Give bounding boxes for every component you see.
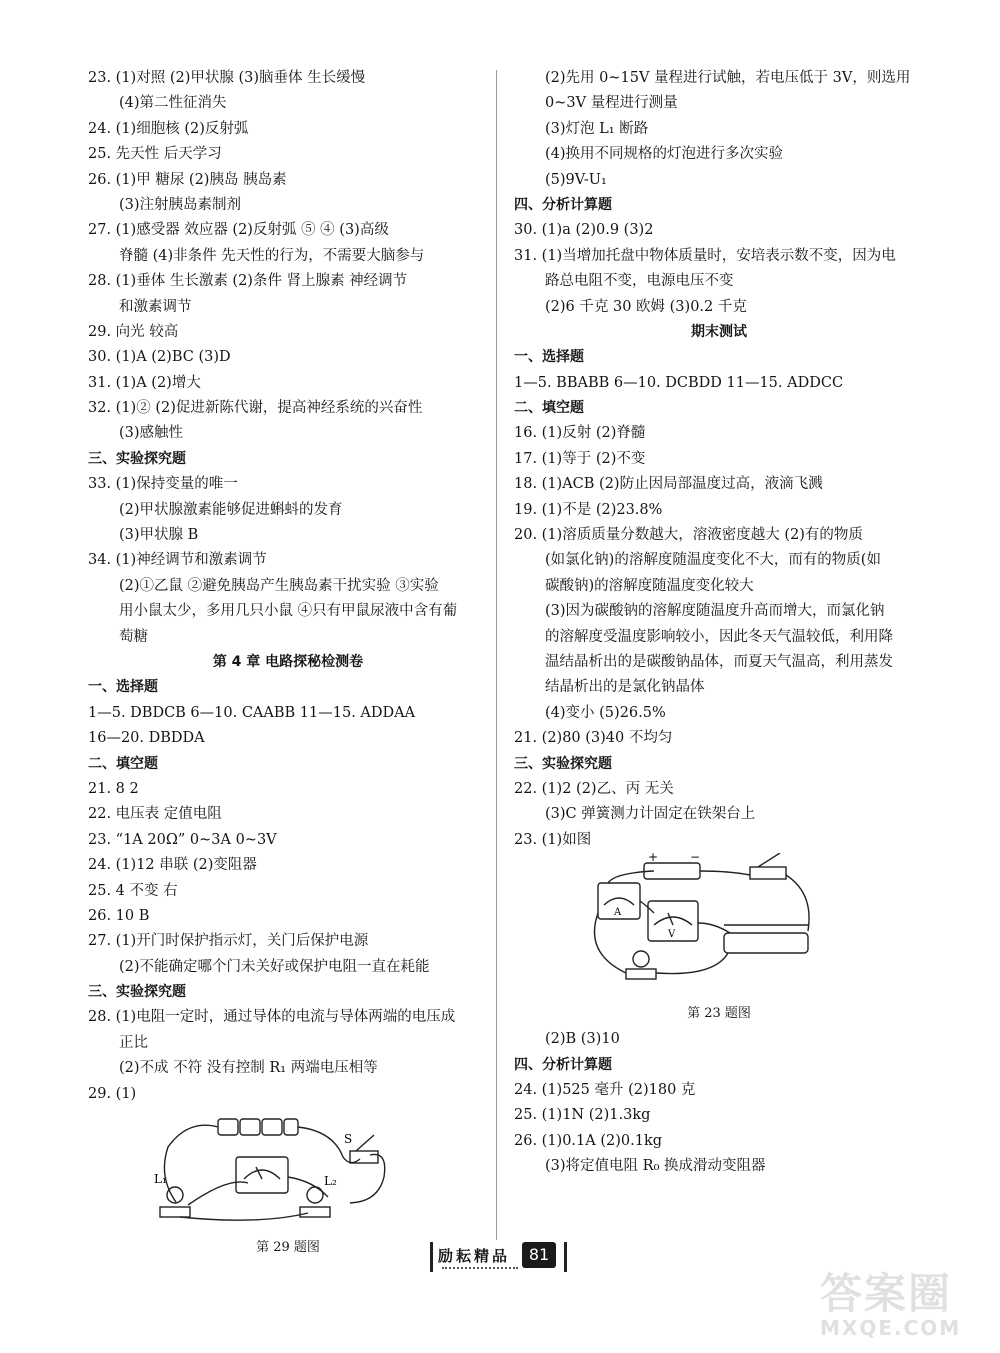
answer-line: (2)6 千克 30 欧姆 (3)0.2 千克 [545,298,747,315]
answer-line: 28. (1)垂体 生长激素 (2)条件 肾上腺素 神经调节 [88,273,408,290]
left-column [88,66,488,1261]
figure-23 [514,853,924,1027]
section-heading: 四、分析计算题 [514,196,612,213]
section-heading: 二、填空题 [514,400,584,417]
answer-line: 30. (1)a (2)0.9 (3)2 [514,222,654,239]
left-answer-lines [88,66,488,1107]
section-heading: 三、实验探究题 [88,984,186,1001]
answer-line: (2)不成 不符 没有控制 R₁ 两端电压相等 [119,1060,378,1077]
answer-line: 31. (1)A (2)增大 [88,374,201,391]
footer-left-bar [430,1242,433,1272]
label-s: S [344,1132,353,1147]
answer-line: (2)甲状腺激素能够促进蝌蚪的发育 [119,501,343,518]
answer-line: 结晶析出的是氯化钠晶体 [545,679,705,696]
answer-line: (3)因为碳酸钠的溶解度随温度升高而增大，而氯化钠 [545,603,885,620]
section-heading: 一、选择题 [88,679,158,696]
answer-line: 0~3V 量程进行测量 [545,95,678,112]
answer-line: 18. (1)ACB (2)防止因局部温度过高，液滴飞溅 [514,476,823,493]
answer-line: 1—5. DBDCB 6—10. CAABB 11—15. ADDAA [88,704,416,721]
label-ammeter: A [614,907,622,919]
right-answer-lines-bottom [514,1027,924,1179]
answer-line: 29. (1) [88,1085,137,1102]
answer-line: 27. (1)开门时保护指示灯，关门后保护电源 [88,933,369,950]
answer-line: (2)先用 0~15V 量程进行试触，若电压低于 3V，则选用 [545,70,911,86]
answer-line: 路总电阻不变，电源电压不变 [545,273,734,290]
label-battery-minus: − [690,853,701,865]
answer-line: 20. (1)溶质质量分数越大，溶液密度越大 (2)有的物质 [514,527,863,544]
answer-line: (2)B (3)10 [545,1031,620,1048]
answer-line: 温结晶析出的是碳酸钠晶体，而夏天气温高，利用蒸发 [545,653,893,670]
answer-line: (4)变小 (5)26.5% [545,704,666,721]
page-number: 81 [522,1242,556,1268]
answer-line: (如氯化钠)的溶解度随温度变化不大，而有的物质(如 [545,552,881,569]
answer-line: 21. 8 2 [88,780,139,797]
answer-line: 23. (1)对照 (2)甲状腺 (3)脑垂体 生长缓慢 [88,70,366,86]
answer-line: (3)感触性 [119,425,184,442]
answer-line: 23. (1)如图 [514,831,592,848]
answer-line: 26. (1)甲 糖尿 (2)胰岛 胰岛素 [88,171,287,188]
answer-line: 23. “1A 20Ω” 0~3A 0~3V [88,831,277,848]
chapter-title: 期末测试 [691,323,747,340]
answer-line: 30. (1)A (2)BC (3)D [88,349,231,366]
answer-line: 24. (1)525 毫升 (2)180 克 [514,1081,696,1098]
section-heading: 三、实验探究题 [88,450,186,467]
watermark-title: 答案圈 [820,1269,953,1318]
answer-line: 29. 向光 较高 [88,323,179,340]
answer-line: 27. (1)感受器 效应器 (2)反射弧 ⑤ ④ (3)高级 [88,222,389,239]
footer-dots [442,1267,518,1269]
answer-line: 的溶解度受温度影响较小，因此冬天气温较低，利用降 [545,628,893,645]
answer-line: 萄糖 [119,628,148,645]
circuit-diagram-29 [88,1107,488,1235]
answer-line: 17. (1)等于 (2)不变 [514,450,646,467]
answer-line: (3)注射胰岛素制剂 [119,196,242,213]
label-l2: L₂ [324,1174,337,1189]
answer-line: 31. (1)当增加托盘中物体质量时，安培表示数不变，因为电 [514,247,896,264]
answer-line: (3)甲状腺 B [119,527,199,544]
answer-line: (5)9V-U₁ [545,171,607,188]
answer-line: 25. (1)1N (2)1.3kg [514,1107,651,1124]
answer-line: 16—20. DBDDA [88,730,205,747]
answer-line: 22. 电压表 定值电阻 [88,806,222,823]
answer-line: 34. (1)神经调节和激素调节 [88,552,267,569]
answer-line: 25. 4 不变 右 [88,882,178,899]
section-heading: 三、实验探究题 [514,755,612,772]
circuit-diagram-23 [514,853,924,1001]
answer-line: 22. (1)2 (2)乙、丙 无关 [514,780,674,797]
right-column [514,66,924,1179]
column-divider [496,70,497,1240]
label-l1: L₁ [154,1172,167,1187]
answer-line: 26. 10 B [88,907,150,924]
answer-line: 28. (1)电阻一定时，通过导体的电流与导体两端的电压成 [88,1009,456,1026]
right-answer-lines-top [514,66,924,853]
answer-line: 32. (1)② (2)促进新陈代谢，提高神经系统的兴奋性 [88,400,423,417]
answer-line: 24. (1)细胞核 (2)反射弧 [88,120,249,137]
answer-line: 1—5. BBABB 6—10. DCBDD 11—15. ADDCC [514,374,844,391]
footer-right-bar [564,1242,567,1272]
footer-brand: 励耘精品 [438,1247,511,1265]
answer-line: 16. (1)反射 (2)脊髓 [514,425,646,442]
answer-line: (2)①乙鼠 ②避免胰岛产生胰岛素干扰实验 ③实验 [119,577,439,594]
answer-line: (3)将定值电阻 R₀ 换成滑动变阻器 [545,1158,766,1175]
section-heading: 四、分析计算题 [514,1056,612,1073]
page-footer [430,1242,570,1272]
answer-line: 用小鼠太少，多用几只小鼠 ④只有甲鼠尿液中含有葡 [119,603,458,620]
answer-line: (4)第二性征消失 [119,95,227,112]
watermark [820,1269,990,1350]
answer-line: 碳酸钠)的溶解度随温度变化较大 [545,577,754,594]
answer-line: 26. (1)0.1A (2)0.1kg [514,1132,663,1149]
answer-line: (2)不能确定哪个门未关好或保护电阻一直在耗能 [119,958,430,975]
answer-line: 正比 [119,1034,148,1051]
label-battery-plus: + [648,853,659,865]
answer-line: 21. (2)80 (3)40 不均匀 [514,730,673,747]
section-heading: 一、选择题 [514,349,584,366]
label-voltmeter: V [668,929,676,941]
answer-line: (3)灯泡 L₁ 断路 [545,120,649,137]
answer-line: 33. (1)保持变量的唯一 [88,476,238,493]
figure-23-caption: 第 23 题图 [687,1006,751,1022]
answer-line: (3)C 弹簧测力计固定在铁架台上 [545,806,756,823]
answer-line: 19. (1)不是 (2)23.8% [514,501,663,518]
answer-line: (4)换用不同规格的灯泡进行多次实验 [545,146,784,163]
watermark-url: MXQE.COM [820,1316,962,1340]
section-heading: 二、填空题 [88,755,158,772]
chapter-title: 第 4 章 电路探秘检测卷 [212,653,364,670]
answer-line: 和激素调节 [119,298,192,315]
answer-line: 脊髓 (4)非条件 先天性的行为，不需要大脑参与 [119,247,425,264]
figure-29 [88,1107,488,1261]
answer-line: 24. (1)12 串联 (2)变阻器 [88,857,257,874]
figure-29-caption: 第 29 题图 [256,1240,320,1256]
answer-line: 25. 先天性 后天学习 [88,146,222,163]
